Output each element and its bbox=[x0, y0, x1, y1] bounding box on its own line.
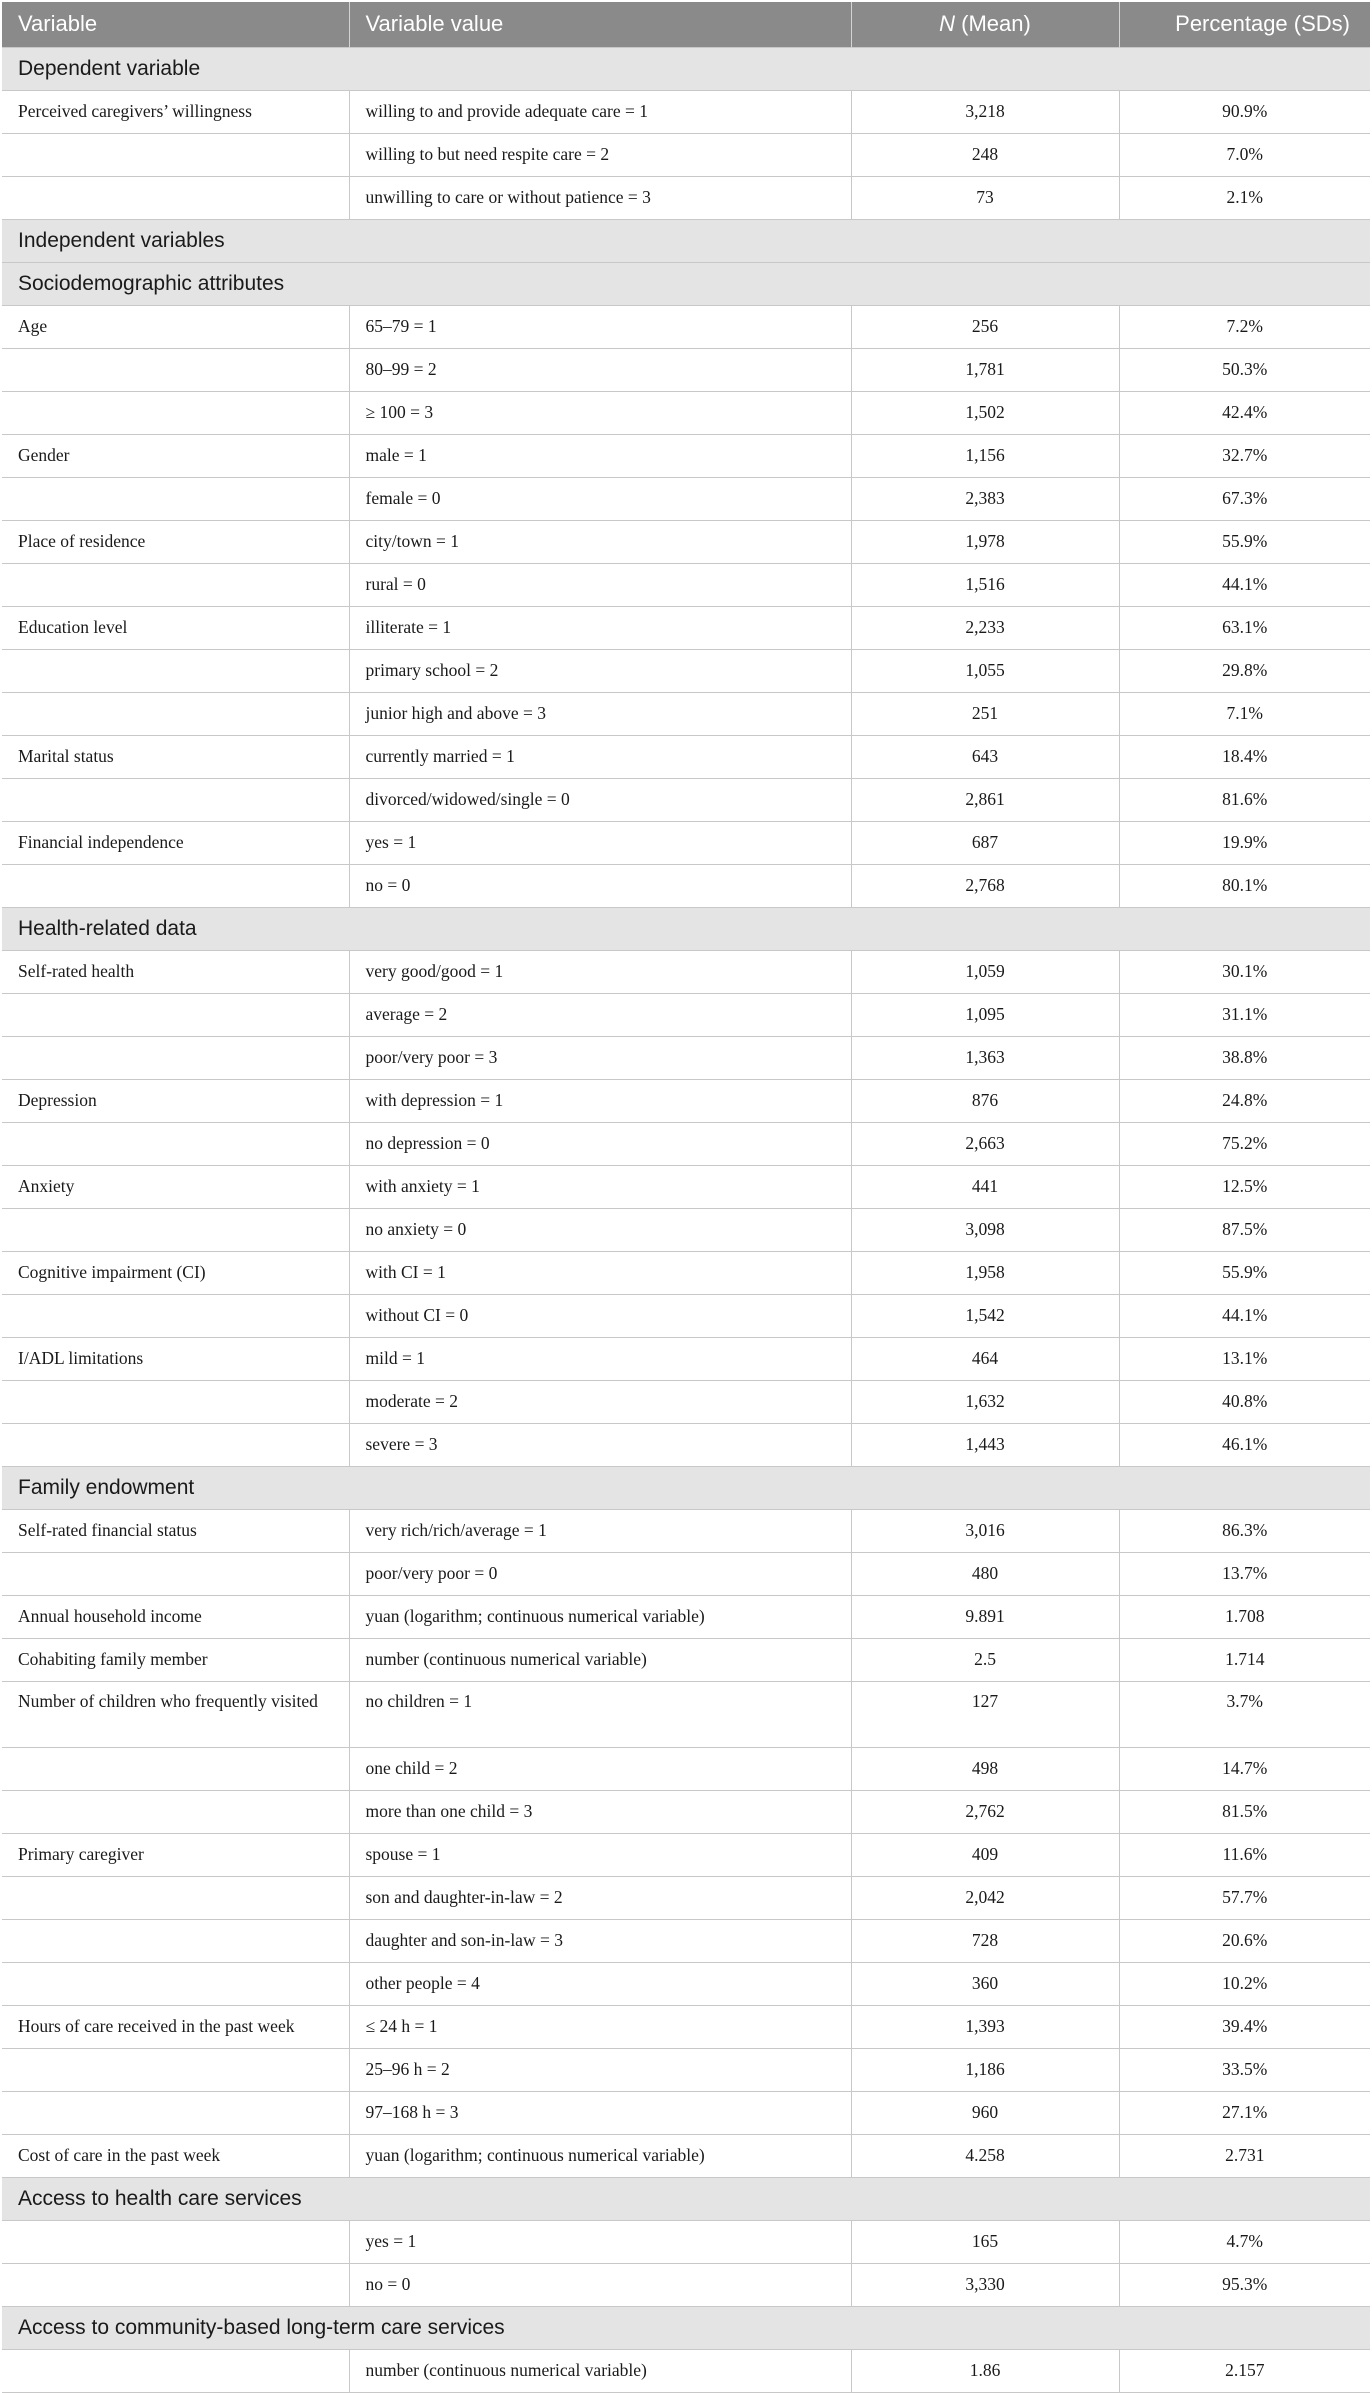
cell-n-mean: 498 bbox=[851, 1747, 1119, 1790]
cell-variable-value: rural = 0 bbox=[349, 563, 851, 606]
cell-percentage: 30.1% bbox=[1119, 950, 1370, 993]
cell-variable bbox=[2, 176, 349, 219]
cell-variable-value: no children = 1 bbox=[349, 1681, 851, 1747]
cell-variable: Cohabiting family member bbox=[2, 1638, 349, 1681]
cell-variable: Self-rated health bbox=[2, 950, 349, 993]
cell-n-mean: 876 bbox=[851, 1079, 1119, 1122]
cell-variable: Primary caregiver bbox=[2, 1833, 349, 1876]
cell-variable bbox=[2, 2349, 349, 2392]
cell-variable-value: primary school = 2 bbox=[349, 649, 851, 692]
table-row bbox=[2, 520, 1370, 563]
cell-variable-value: yes = 1 bbox=[349, 2220, 851, 2263]
section-header-row bbox=[2, 2177, 1370, 2220]
cell-percentage: 40.8% bbox=[1119, 1380, 1370, 1423]
cell-variable-value: very good/good = 1 bbox=[349, 950, 851, 993]
cell-variable bbox=[2, 1876, 349, 1919]
cell-variable bbox=[2, 2091, 349, 2134]
cell-n-mean: 1,542 bbox=[851, 1294, 1119, 1337]
table-row bbox=[2, 1681, 1370, 1747]
cell-n-mean: 643 bbox=[851, 735, 1119, 778]
section-header-row bbox=[2, 219, 1370, 262]
cell-percentage: 29.8% bbox=[1119, 649, 1370, 692]
header-variable: Variable bbox=[2, 2, 349, 47]
cell-variable-value: yuan (logarithm; continuous numerical variable) bbox=[349, 2134, 851, 2177]
cell-percentage: 2.1% bbox=[1119, 176, 1370, 219]
section-header-row bbox=[2, 907, 1370, 950]
cell-variable: Financial independence bbox=[2, 821, 349, 864]
table-row bbox=[2, 821, 1370, 864]
cell-n-mean: 2,383 bbox=[851, 477, 1119, 520]
header-percentage: Percentage (SDs) bbox=[1119, 2, 1370, 47]
table-row bbox=[2, 1876, 1370, 1919]
table-row bbox=[2, 176, 1370, 219]
table-row bbox=[2, 864, 1370, 907]
table-row bbox=[2, 2263, 1370, 2306]
cell-percentage: 1.708 bbox=[1119, 1595, 1370, 1638]
cell-n-mean: 2,663 bbox=[851, 1122, 1119, 1165]
table-row bbox=[2, 1337, 1370, 1380]
cell-variable-value: poor/very poor = 0 bbox=[349, 1552, 851, 1595]
cell-n-mean: 464 bbox=[851, 1337, 1119, 1380]
cell-variable bbox=[2, 649, 349, 692]
cell-n-mean: 960 bbox=[851, 2091, 1119, 2134]
cell-variable-value: junior high and above = 3 bbox=[349, 692, 851, 735]
cell-variable-value: no = 0 bbox=[349, 864, 851, 907]
cell-n-mean: 1.86 bbox=[851, 2349, 1119, 2392]
cell-percentage: 44.1% bbox=[1119, 1294, 1370, 1337]
table-row bbox=[2, 2134, 1370, 2177]
cell-percentage: 67.3% bbox=[1119, 477, 1370, 520]
cell-variable-value: number (continuous numerical variable) bbox=[349, 2349, 851, 2392]
section-header-row bbox=[2, 262, 1370, 305]
table-row bbox=[2, 2005, 1370, 2048]
cell-variable-value: mild = 1 bbox=[349, 1337, 851, 1380]
cell-variable-value: yes = 1 bbox=[349, 821, 851, 864]
cell-n-mean: 2,768 bbox=[851, 864, 1119, 907]
cell-variable bbox=[2, 1423, 349, 1466]
table-row bbox=[2, 2349, 1370, 2392]
cell-percentage: 57.7% bbox=[1119, 1876, 1370, 1919]
cell-variable-value: moderate = 2 bbox=[349, 1380, 851, 1423]
cell-percentage: 13.1% bbox=[1119, 1337, 1370, 1380]
cell-percentage: 10.2% bbox=[1119, 1962, 1370, 2005]
table-row bbox=[2, 1833, 1370, 1876]
cell-percentage: 20.6% bbox=[1119, 1919, 1370, 1962]
cell-percentage: 38.8% bbox=[1119, 1036, 1370, 1079]
cell-variable: Place of residence bbox=[2, 520, 349, 563]
table-row bbox=[2, 649, 1370, 692]
cell-variable bbox=[2, 2048, 349, 2091]
cell-variable bbox=[2, 563, 349, 606]
cell-variable bbox=[2, 993, 349, 1036]
table-row bbox=[2, 1251, 1370, 1294]
cell-n-mean: 256 bbox=[851, 305, 1119, 348]
cell-variable-value: yuan (logarithm; continuous numerical variable) bbox=[349, 1595, 851, 1638]
table-row bbox=[2, 1552, 1370, 1595]
cell-variable-value: no depression = 0 bbox=[349, 1122, 851, 1165]
cell-variable: Annual household income bbox=[2, 1595, 349, 1638]
cell-variable: Cognitive impairment (CI) bbox=[2, 1251, 349, 1294]
cell-n-mean: 1,393 bbox=[851, 2005, 1119, 2048]
cell-variable-value: severe = 3 bbox=[349, 1423, 851, 1466]
cell-variable-value: 25–96 h = 2 bbox=[349, 2048, 851, 2091]
cell-percentage: 11.6% bbox=[1119, 1833, 1370, 1876]
cell-n-mean: 728 bbox=[851, 1919, 1119, 1962]
cell-variable-value: 65–79 = 1 bbox=[349, 305, 851, 348]
cell-n-mean: 3,330 bbox=[851, 2263, 1119, 2306]
table-row bbox=[2, 1962, 1370, 2005]
cell-variable-value: average = 2 bbox=[349, 993, 851, 1036]
cell-percentage: 7.0% bbox=[1119, 133, 1370, 176]
cell-percentage: 75.2% bbox=[1119, 1122, 1370, 1165]
cell-percentage: 2.731 bbox=[1119, 2134, 1370, 2177]
cell-percentage: 80.1% bbox=[1119, 864, 1370, 907]
cell-percentage: 19.9% bbox=[1119, 821, 1370, 864]
table-row bbox=[2, 1079, 1370, 1122]
cell-variable bbox=[2, 1552, 349, 1595]
cell-n-mean: 1,958 bbox=[851, 1251, 1119, 1294]
cell-variable bbox=[2, 1790, 349, 1833]
cell-n-mean: 73 bbox=[851, 176, 1119, 219]
cell-n-mean: 1,363 bbox=[851, 1036, 1119, 1079]
section-header-row bbox=[2, 2306, 1370, 2349]
cell-n-mean: 2.5 bbox=[851, 1638, 1119, 1681]
cell-percentage: 14.7% bbox=[1119, 1747, 1370, 1790]
section-label: Dependent variable bbox=[2, 47, 1370, 90]
table-row bbox=[2, 1122, 1370, 1165]
table-row bbox=[2, 735, 1370, 778]
cell-variable-value: with CI = 1 bbox=[349, 1251, 851, 1294]
cell-n-mean: 1,186 bbox=[851, 2048, 1119, 2091]
cell-n-mean: 3,016 bbox=[851, 1509, 1119, 1552]
cell-variable-value: son and daughter-in-law = 2 bbox=[349, 1876, 851, 1919]
cell-variable bbox=[2, 477, 349, 520]
cell-variable-value: ≥ 100 = 3 bbox=[349, 391, 851, 434]
cell-variable-value: willing to but need respite care = 2 bbox=[349, 133, 851, 176]
cell-variable bbox=[2, 1122, 349, 1165]
cell-variable-value: illiterate = 1 bbox=[349, 606, 851, 649]
table-row bbox=[2, 2048, 1370, 2091]
cell-percentage: 27.1% bbox=[1119, 2091, 1370, 2134]
cell-n-mean: 1,055 bbox=[851, 649, 1119, 692]
cell-n-mean: 1,443 bbox=[851, 1423, 1119, 1466]
cell-percentage: 7.2% bbox=[1119, 305, 1370, 348]
cell-n-mean: 9.891 bbox=[851, 1595, 1119, 1638]
cell-n-mean: 1,632 bbox=[851, 1380, 1119, 1423]
cell-percentage: 24.8% bbox=[1119, 1079, 1370, 1122]
cell-n-mean: 480 bbox=[851, 1552, 1119, 1595]
cell-percentage: 44.1% bbox=[1119, 563, 1370, 606]
cell-percentage: 12.5% bbox=[1119, 1165, 1370, 1208]
cell-n-mean: 360 bbox=[851, 1962, 1119, 2005]
cell-variable-value: divorced/widowed/single = 0 bbox=[349, 778, 851, 821]
cell-variable-value: poor/very poor = 3 bbox=[349, 1036, 851, 1079]
table-row bbox=[2, 305, 1370, 348]
cell-n-mean: 1,502 bbox=[851, 391, 1119, 434]
cell-percentage: 95.3% bbox=[1119, 2263, 1370, 2306]
cell-n-mean: 2,233 bbox=[851, 606, 1119, 649]
table-row bbox=[2, 1423, 1370, 1466]
cell-variable-value: with depression = 1 bbox=[349, 1079, 851, 1122]
table-row bbox=[2, 1595, 1370, 1638]
cell-variable-value: more than one child = 3 bbox=[349, 1790, 851, 1833]
table-row bbox=[2, 348, 1370, 391]
cell-variable-value: 97–168 h = 3 bbox=[349, 2091, 851, 2134]
table-row bbox=[2, 391, 1370, 434]
table-row bbox=[2, 1294, 1370, 1337]
cell-variable: Gender bbox=[2, 434, 349, 477]
cell-variable: Hours of care received in the past week bbox=[2, 2005, 349, 2048]
cell-variable bbox=[2, 778, 349, 821]
cell-variable: Anxiety bbox=[2, 1165, 349, 1208]
cell-variable-value: female = 0 bbox=[349, 477, 851, 520]
table-row bbox=[2, 133, 1370, 176]
cell-n-mean: 1,781 bbox=[851, 348, 1119, 391]
cell-n-mean: 1,156 bbox=[851, 434, 1119, 477]
cell-n-mean: 3,218 bbox=[851, 90, 1119, 133]
cell-n-mean: 409 bbox=[851, 1833, 1119, 1876]
header-mean-label: (Mean) bbox=[961, 11, 1031, 37]
cell-variable-value: willing to and provide adequate care = 1 bbox=[349, 90, 851, 133]
table-row bbox=[2, 692, 1370, 735]
cell-n-mean: 2,042 bbox=[851, 1876, 1119, 1919]
cell-n-mean: 248 bbox=[851, 133, 1119, 176]
cell-percentage: 86.3% bbox=[1119, 1509, 1370, 1552]
cell-variable: Self-rated financial status bbox=[2, 1509, 349, 1552]
cell-variable-value: one child = 2 bbox=[349, 1747, 851, 1790]
table-row bbox=[2, 563, 1370, 606]
section-label: Health-related data bbox=[2, 907, 1370, 950]
cell-n-mean: 687 bbox=[851, 821, 1119, 864]
cell-percentage: 81.6% bbox=[1119, 778, 1370, 821]
table-row bbox=[2, 1638, 1370, 1681]
table-row bbox=[2, 90, 1370, 133]
cell-n-mean: 1,095 bbox=[851, 993, 1119, 1036]
cell-percentage: 2.157 bbox=[1119, 2349, 1370, 2392]
header-n-label: N bbox=[939, 11, 956, 37]
cell-n-mean: 1,978 bbox=[851, 520, 1119, 563]
data-table bbox=[2, 2, 1370, 2393]
cell-variable-value: ≤ 24 h = 1 bbox=[349, 2005, 851, 2048]
cell-variable bbox=[2, 1380, 349, 1423]
table-row bbox=[2, 434, 1370, 477]
cell-n-mean: 1,516 bbox=[851, 563, 1119, 606]
cell-variable: Age bbox=[2, 305, 349, 348]
cell-percentage: 3.7% bbox=[1119, 1681, 1370, 1747]
cell-n-mean: 2,861 bbox=[851, 778, 1119, 821]
cell-variable-value: no = 0 bbox=[349, 2263, 851, 2306]
cell-n-mean: 165 bbox=[851, 2220, 1119, 2263]
cell-variable bbox=[2, 391, 349, 434]
cell-variable bbox=[2, 1036, 349, 1079]
cell-percentage: 90.9% bbox=[1119, 90, 1370, 133]
cell-variable bbox=[2, 1962, 349, 2005]
table-body bbox=[2, 47, 1370, 2392]
cell-variable bbox=[2, 1208, 349, 1251]
table-row bbox=[2, 2091, 1370, 2134]
cell-variable-value: without CI = 0 bbox=[349, 1294, 851, 1337]
cell-variable bbox=[2, 2263, 349, 2306]
cell-n-mean: 127 bbox=[851, 1681, 1119, 1747]
cell-percentage: 55.9% bbox=[1119, 520, 1370, 563]
table-row bbox=[2, 1509, 1370, 1552]
cell-n-mean: 441 bbox=[851, 1165, 1119, 1208]
cell-percentage: 4.7% bbox=[1119, 2220, 1370, 2263]
cell-percentage: 46.1% bbox=[1119, 1423, 1370, 1466]
table-row bbox=[2, 1036, 1370, 1079]
cell-variable-value: spouse = 1 bbox=[349, 1833, 851, 1876]
cell-variable-value: male = 1 bbox=[349, 434, 851, 477]
cell-variable-value: unwilling to care or without patience = 3 bbox=[349, 176, 851, 219]
table-row bbox=[2, 1790, 1370, 1833]
section-header-row bbox=[2, 1466, 1370, 1509]
cell-variable: I/ADL limitations bbox=[2, 1337, 349, 1380]
cell-variable-value: very rich/rich/average = 1 bbox=[349, 1509, 851, 1552]
cell-variable bbox=[2, 864, 349, 907]
section-label: Independent variables bbox=[2, 219, 1370, 262]
cell-variable: Education level bbox=[2, 606, 349, 649]
table-row bbox=[2, 606, 1370, 649]
cell-variable-value: with anxiety = 1 bbox=[349, 1165, 851, 1208]
cell-percentage: 87.5% bbox=[1119, 1208, 1370, 1251]
cell-variable bbox=[2, 1294, 349, 1337]
cell-variable bbox=[2, 2220, 349, 2263]
cell-variable-value: number (continuous numerical variable) bbox=[349, 1638, 851, 1681]
cell-percentage: 42.4% bbox=[1119, 391, 1370, 434]
section-header-row bbox=[2, 47, 1370, 90]
cell-variable: Depression bbox=[2, 1079, 349, 1122]
table-row bbox=[2, 1165, 1370, 1208]
section-label: Family endowment bbox=[2, 1466, 1370, 1509]
section-label: Access to health care services bbox=[2, 2177, 1370, 2220]
cell-percentage: 13.7% bbox=[1119, 1552, 1370, 1595]
cell-variable bbox=[2, 692, 349, 735]
header-row bbox=[2, 2, 1370, 47]
cell-variable: Marital status bbox=[2, 735, 349, 778]
cell-percentage: 50.3% bbox=[1119, 348, 1370, 391]
cell-variable-value: city/town = 1 bbox=[349, 520, 851, 563]
cell-percentage: 81.5% bbox=[1119, 1790, 1370, 1833]
table-row bbox=[2, 950, 1370, 993]
table-header bbox=[2, 2, 1370, 47]
section-label: Access to community-based long-term care services bbox=[2, 2306, 1370, 2349]
section-label: Sociodemographic attributes bbox=[2, 262, 1370, 305]
cell-variable-value: no anxiety = 0 bbox=[349, 1208, 851, 1251]
cell-variable bbox=[2, 1919, 349, 1962]
cell-percentage: 7.1% bbox=[1119, 692, 1370, 735]
cell-variable-value: daughter and son-in-law = 3 bbox=[349, 1919, 851, 1962]
cell-n-mean: 251 bbox=[851, 692, 1119, 735]
cell-percentage: 31.1% bbox=[1119, 993, 1370, 1036]
cell-variable bbox=[2, 133, 349, 176]
cell-variable-value: currently married = 1 bbox=[349, 735, 851, 778]
cell-n-mean: 3,098 bbox=[851, 1208, 1119, 1251]
cell-variable: Cost of care in the past week bbox=[2, 2134, 349, 2177]
cell-n-mean: 1,059 bbox=[851, 950, 1119, 993]
table-row bbox=[2, 2220, 1370, 2263]
table-row bbox=[2, 993, 1370, 1036]
cell-percentage: 63.1% bbox=[1119, 606, 1370, 649]
table-row bbox=[2, 1380, 1370, 1423]
cell-percentage: 32.7% bbox=[1119, 434, 1370, 477]
table-row bbox=[2, 1919, 1370, 1962]
cell-variable-value: 80–99 = 2 bbox=[349, 348, 851, 391]
cell-n-mean: 4.258 bbox=[851, 2134, 1119, 2177]
table-row bbox=[2, 1208, 1370, 1251]
table-row bbox=[2, 477, 1370, 520]
cell-percentage: 18.4% bbox=[1119, 735, 1370, 778]
cell-percentage: 33.5% bbox=[1119, 2048, 1370, 2091]
cell-variable bbox=[2, 1747, 349, 1790]
table-row bbox=[2, 778, 1370, 821]
cell-variable-value: other people = 4 bbox=[349, 1962, 851, 2005]
cell-percentage: 1.714 bbox=[1119, 1638, 1370, 1681]
header-n-mean bbox=[851, 2, 1119, 47]
table-row bbox=[2, 1747, 1370, 1790]
cell-variable: Number of children who frequently visited bbox=[2, 1681, 349, 1747]
cell-percentage: 39.4% bbox=[1119, 2005, 1370, 2048]
cell-n-mean: 2,762 bbox=[851, 1790, 1119, 1833]
cell-variable: Perceived caregivers’ willingness bbox=[2, 90, 349, 133]
cell-variable bbox=[2, 348, 349, 391]
cell-percentage: 55.9% bbox=[1119, 1251, 1370, 1294]
header-variable-value: Variable value bbox=[349, 2, 851, 47]
